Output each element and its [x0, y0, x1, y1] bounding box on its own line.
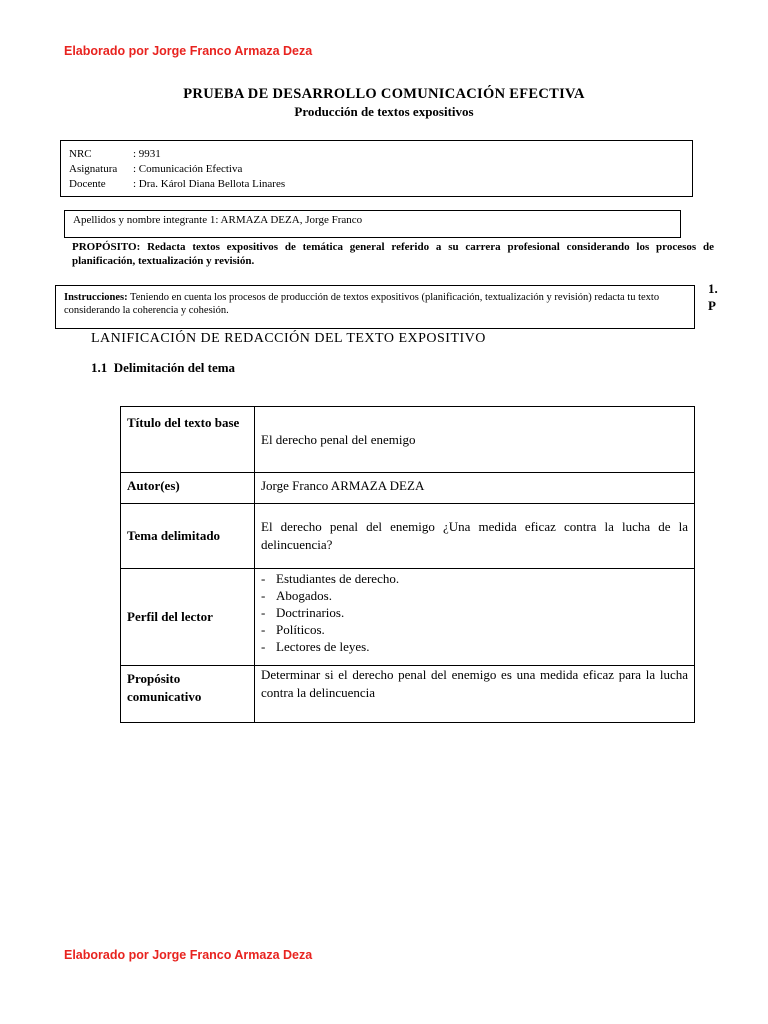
nrc-label: NRC	[69, 148, 92, 160]
table-row	[121, 504, 695, 569]
table-row-value	[255, 407, 695, 473]
purpose-label: Propósito comunicativo	[127, 671, 202, 704]
nrc-row	[69, 147, 692, 162]
side-numbering	[708, 280, 718, 314]
list-item: - Abogados.	[261, 587, 688, 604]
page-header: Elaborado por Jorge Franco Armaza Deza	[64, 44, 313, 58]
title-value: El derecho penal del enemigo	[261, 431, 416, 447]
table-row-value	[255, 473, 695, 504]
list-item: - Lectores de leyes.	[261, 638, 688, 655]
table-row	[121, 407, 695, 473]
table-row-value	[255, 504, 695, 569]
author-label: Autor(es)	[127, 478, 180, 493]
section-title: LANIFICACIÓN DE REDACCIÓN DEL TEXTO EXPOSITIVO	[91, 331, 486, 346]
reader-profile-label: Perfil del lector	[127, 609, 213, 624]
subsection-number: 1.1	[91, 360, 108, 375]
title-label: Título del texto base	[127, 415, 240, 430]
table-row	[121, 569, 695, 666]
instructions-text: Teniendo en cuenta los procesos de producción de textos expositivos (planificación, textualización y revisión) redacta tu texto considerando la coherencia y cohesión.	[64, 292, 660, 316]
docente-value: : Dra. Károl Diana Bellota Linares	[133, 178, 286, 190]
student-name-box: Apellidos y nombre integrante 1: ARMAZA DEZA, Jorge Franco	[64, 210, 681, 238]
course-info-box	[60, 140, 693, 197]
table-row	[121, 473, 695, 504]
list-item: - Estudiantes de derecho.	[261, 570, 688, 587]
reader-profile-list	[261, 570, 688, 655]
page-footer: Elaborado por Jorge Franco Armaza Deza	[64, 948, 313, 962]
topic-table	[120, 406, 695, 723]
topic-value: El derecho penal del enemigo ¿Una medida eficaz contra la lucha de la delincuencia?	[261, 519, 688, 552]
docente-row	[69, 177, 692, 192]
table-row-label	[121, 504, 255, 569]
asignatura-row	[69, 162, 692, 177]
list-item: - Políticos.	[261, 621, 688, 638]
asignatura-value: : Comunicación Efectiva	[133, 163, 243, 175]
subsection-name: Delimitación del tema	[113, 360, 236, 375]
subsection-title	[91, 360, 235, 376]
table-row-label	[121, 569, 255, 666]
nrc-value: : 9931	[133, 148, 161, 160]
side-letter: P	[708, 298, 716, 313]
table-row-label	[121, 473, 255, 504]
asignatura-label: Asignatura	[69, 163, 118, 175]
purpose-value: Determinar si el derecho penal del enemigo es una medida eficaz para la lucha contra la delincuencia	[261, 667, 688, 700]
table-row-value	[255, 666, 695, 723]
instructions-label: Instrucciones:	[64, 292, 128, 303]
instructions-box	[55, 285, 695, 329]
table-row-value	[255, 569, 695, 666]
side-number: 1.	[708, 281, 718, 296]
list-item: - Doctrinarios.	[261, 604, 688, 621]
table-row-label	[121, 407, 255, 473]
purpose-statement: PROPÓSITO: Redacta textos expositivos de temática general referido a su carrera profesional considerando los procesos de planificación, textualización y revisión.	[72, 241, 714, 267]
author-value: Jorge Franco ARMAZA DEZA	[261, 478, 425, 493]
topic-label: Tema delimitado	[127, 528, 221, 543]
table-row-label	[121, 666, 255, 723]
document-title: PRUEBA DE DESARROLLO COMUNICACIÓN EFECTIVA	[183, 86, 585, 102]
document-subtitle: Producción de textos expositivos	[294, 104, 474, 119]
table-row	[121, 666, 695, 723]
docente-label: Docente	[69, 178, 106, 190]
